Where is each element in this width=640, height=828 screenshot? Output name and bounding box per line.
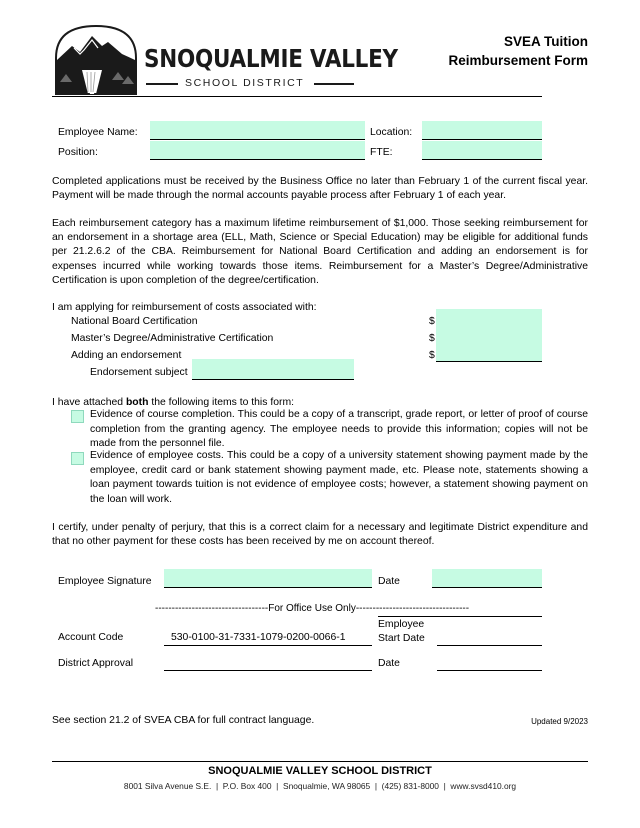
logo-rule-left [146,83,178,85]
district-logo [52,24,398,96]
location-field[interactable] [422,121,542,140]
logo-rule-right [314,83,354,85]
attachments-intro-bold: both [125,397,149,408]
currency-symbol: $ [429,316,435,327]
endorsement-amount-field[interactable] [436,343,542,362]
deadline-paragraph: Completed applications must be received by the Business Office no later than February 1 of the current fiscal year. Payment will be made through the normal accounts payable process after February 1 of each year. [52,176,588,202]
position-field[interactable] [150,141,365,160]
applying-intro: I am applying for reimbursement of costs associated with: [52,302,317,313]
updated-note: Updated 9/2023 [531,717,588,726]
district-name: SNOQUALMIE VALLEY [144,44,398,73]
footer-district-name: SNOQUALMIE VALLEY SCHOOL DISTRICT [208,765,432,777]
attachments-intro [52,397,294,408]
signature-date-field[interactable] [432,569,542,588]
employee-start-date-label [378,618,425,646]
position-label: Position: [58,147,98,158]
employee-costs-checkbox[interactable] [71,452,84,465]
currency-symbol: $ [429,333,435,344]
form-title-line-2: Reimbursement Form [448,53,588,68]
course-completion-text: Evidence of course completion. This could be a copy of a transcript, grade report, or letter of proof of course completion from the granting agency. The employee needs to provide this information; copies will not be made from the personnel file. [90,409,588,450]
attachments-intro-post: the following items to this form: [148,397,294,408]
form-title-line-1: SVEA Tuition [504,34,588,49]
course-completion-checkbox[interactable] [71,410,84,423]
footer-divider [52,761,588,762]
employee-signature-label: Employee Signature [58,576,152,587]
employee-start-date-label-line-1: Employee [378,619,425,630]
applying-item-endorsement: Adding an endorsement [71,350,182,361]
see-section-note: See section 21.2 of SVEA CBA for full contract language. [52,715,315,726]
applying-item-masters: Master’s Degree/Administrative Certification [71,333,274,344]
location-label: Location: [370,127,413,138]
employee-start-date-label-line-2: Start Date [378,633,425,644]
approval-date-field[interactable] [437,653,542,671]
fte-field[interactable] [422,141,542,160]
approval-date-label: Date [378,658,400,669]
employee-name-field[interactable] [150,121,365,140]
mountain-waterfall-logo-icon [52,24,140,96]
account-code-label: Account Code [58,632,124,643]
employee-start-date-field[interactable] [437,628,542,646]
district-approval-field[interactable] [164,653,372,671]
endorsement-subject-field[interactable] [192,359,354,380]
district-subtitle: SCHOOL DISTRICT [185,77,305,89]
fte-label: FTE: [370,147,393,158]
office-use-divider: ----------------------------------For Office Use Only---------------------------------- [155,603,470,614]
header-divider [52,96,542,97]
employee-costs-text: Evidence of employee costs. This could be a copy of a university statement showing payment made by the employee, credit card or bank statement showing payment made, etc. Please note, statements showing a loan payment towards tuition is not evidence of employee costs; however, a statement showing payment on the loan will work. [90,450,588,506]
currency-symbol: $ [429,350,435,361]
employee-name-label: Employee Name: [58,127,138,138]
attachments-intro-pre: I have attached [52,397,126,408]
endorsement-subject-label: Endorsement subject [90,367,188,378]
signature-date-label: Date [378,576,400,587]
certify-paragraph: I certify, under penalty of perjury, that this is a correct claim for a necessary and legitimate District expenditure and that no other payment for these costs has been received by me on account thereof. [52,522,588,548]
footer-address: 8001 Silva Avenue S.E. | P.O. Box 400 | Snoqualmie, WA 98065 | (425) 831-8000 | www.svsd410.org [123,781,517,791]
office-divider-line [378,616,542,617]
district-approval-label: District Approval [58,658,134,669]
account-code-value: 530-0100-31-7331-1079-0200-0066-1 [171,632,346,643]
employee-signature-field[interactable] [164,569,372,588]
form-title [448,32,588,70]
categories-paragraph: Each reimbursement category has a maximum lifetime reimbursement of $1,000. Those seeking reimbursement for an endorsement in a shortage area (ELL, Math, Science or Special Education) may be eligible for additional funds per 21.2.6.2 of the CBA. Reimbursement for National Board Certification and adding an endorsement is for expenses incurred while working towards those items. Reimbursement for a Master’s Degree/Administrative Certification is upon completion of the degree/certification. [52,218,588,286]
applying-item-national-board: National Board Certification [71,316,198,327]
